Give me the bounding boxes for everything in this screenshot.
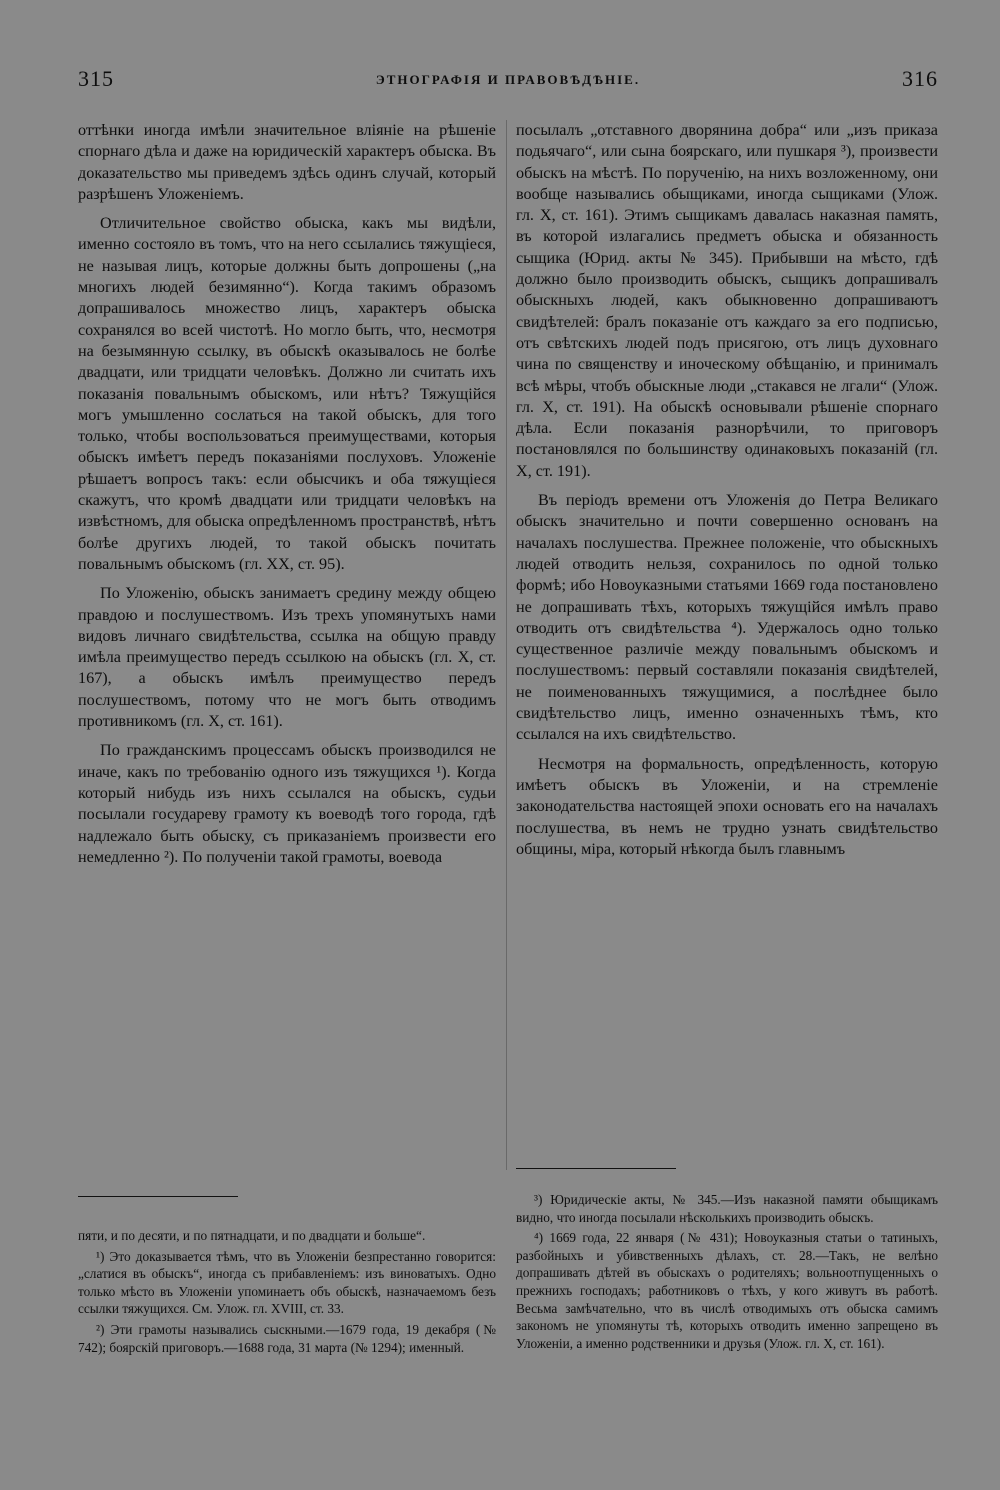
- page-number-left: 315: [78, 66, 114, 91]
- column-divider: [506, 120, 507, 1170]
- footnote: пяти, и по десяти, и по пятнадцати, и по двадцати и больше“.: [78, 1228, 426, 1243]
- page-header: [78, 66, 938, 98]
- paragraph: По Уложенію, обыскъ занимаетъ средину между общею правдою и послушествомъ. Изъ трехъ упомянутыхъ нами видовъ личнаго свидѣтельства, ссылка на общую правду имѣла преимущество передъ ссылкою на обыскъ (гл. X, ст. 167), а обыскъ имѣлъ преимущество передъ послушествомъ, потому что не могъ быть отводимъ противникомъ (гл. X, ст. 161).: [78, 584, 496, 731]
- footnote: ³) Юридическіе акты, № 345.—Изъ наказной памяти обыщикамъ видно, что иногда посылали нѣсколькихъ производить обыскъ.: [516, 1192, 938, 1225]
- page-number-right: 316: [902, 66, 938, 91]
- footnote: ⁴) 1669 года, 22 января (№ 431); Новоуказныя статьи о татиныхъ, разбойныхъ и убивственныхъ дѣлахъ, ст. 28.—Такъ, не велѣно допрашивать дѣтей въ обыскахъ о родителяхъ; вольноотпущенныхъ о прежнихъ господахъ; работниковъ о тѣхъ, у кого живутъ въ работѣ. Весьма замѣчательно, что въ числѣ отводимыхъ отъ обыска самимъ закономъ не упомянуты тѣ, которыхъ отводить именно запрещено въ Уложеніи, а именно родственники и друзья (Улож. гл. X, ст. 161).: [516, 1230, 938, 1351]
- footnote: ¹) Это доказывается тѣмъ, что въ Уложеніи безпрестанно говорится: „слатися въ обыскъ“, иногда съ прибавленіемъ: изъ виноватыхъ. Одно только мѣсто въ Уложеніи упоминаетъ объ обыскѣ, назначаемомъ безъ ссылки тяжущихся. См. Улож. гл. XVIII, ст. 33.: [78, 1248, 496, 1317]
- paragraph: посылалъ „отставного дворянина добра“ или „изъ приказа подьячаго“, или сына боярскаго, или пушкаря ³), произвести обыскъ на мѣстѣ. По порученію, на нихъ возложенному, они вообще назывались обыщиками, иногда сыщиками (Улож. гл. X, ст. 161). Этимъ сыщикамъ давалась наказная память, въ которой излагались предметъ обыска и обязанность сыщика (Юрид. акты № 345). Прибывши на мѣсто, гдѣ должно было производить обыскъ, сыщикъ допрашивалъ обыскныхъ людей, какъ обыкновенно допрашиваютъ свидѣтелей: бралъ показаніе отъ каждаго за его подписью, отъ свѣтскихъ людей подъ присягою, отъ лицъ духовнаго чина по священству и иноческому обѣщанію, и принималъ всѣ мѣры, чтобъ обыскные люди „стакався не лгали“ (Улож. гл. X, ст. 191). На обыскѣ основывали рѣшеніе спорнаго дѣла. Если показанія разнорѣчили, то приговоръ постановлялся по большинству одинаковыхъ показаній (гл. X, ст. 191).: [516, 121, 938, 480]
- footnotes-left: [78, 1196, 496, 1359]
- left-column: [78, 120, 496, 876]
- footnote-rule: [78, 1196, 238, 1197]
- footnote: ²) Эти грамоты назывались сыскными.—1679 года, 19 декабря (№ 742); боярскій приговоръ.—1688 года, 31 марта (№ 1294); именный.: [78, 1321, 496, 1355]
- right-column: [516, 120, 938, 868]
- footnotes-right: [516, 1168, 938, 1355]
- paragraph: Въ періодъ времени отъ Уложенія до Петра Великаго обыскъ значительно и почти совершенно основанъ на началахъ послушества. Прежнее положеніе, что обыскныхъ людей отводить нельзя, сохранилось по одной только формѣ; ибо Новоуказными статьями 1669 года постановлено не допрашивать тѣхъ, которыхъ тяжущійся имѣлъ право отводить отъ свидѣтельства ⁴). Удержалось одно только существенное различіе между повальнымъ обыскомъ и послушествомъ: первый составляли показанія свидѣтелей, не поименованныхъ тяжущимися, а послѣднее было свидѣтельство лицъ, именно означенныхъ тѣмъ, кто ссылался на ихъ свидѣтельство.: [516, 491, 938, 744]
- paragraph: По гражданскимъ процессамъ обыскъ производился не иначе, какъ по требованію одного изъ тяжущихся ¹). Когда который нибудь изъ нихъ ссылался на обыскъ, судьи посылали государеву грамоту къ воеводѣ того города, гдѣ надлежало быть обыску, съ приказаніемъ произвести его немедленно ²). По полученіи такой грамоты, воевода: [78, 741, 496, 866]
- paragraph: Отличительное свойство обыска, какъ мы видѣли, именно состояло въ томъ, что на него ссылались тяжущіеся, не называя лицъ, которые должны быть допрошены („на многихъ людей безимянно“). Когда такимъ образомъ допрашивалось множество лицъ, характеръ обыска сохранялся во всей чистотѣ. Но могло быть, что, несмотря на безымянную ссылку, въ обыскѣ оказывалось не болѣе двадцати, или тридцати человѣкъ. Должно ли считать ихъ показанія повальнымъ обыскомъ, или нѣтъ? Тяжущійся могъ умышленно сослаться на такой обыскъ, для того только, чтобы воспользоваться преимуществами, которыя обыскъ имѣетъ передъ показаніями послуховъ. Уложеніе рѣшаетъ вопросъ такъ: если обысчикъ и оба тяжущіеся скажутъ, что кромѣ двадцати или тридцати человѣкъ на извѣстномъ, для обыска опредѣленномъ пространствѣ, нѣтъ болѣе другихъ людей, то такой обыскъ почитать повальнымъ обыскомъ (гл. XX, ст. 95).: [78, 214, 496, 573]
- paragraph: оттѣнки иногда имѣли значительное вліяніе на рѣшеніе спорнаго дѣла и даже на юридическій характеръ обыска. Въ доказательство мы приведемъ здѣсь одинъ случай, который разрѣшенъ Уложеніемъ.: [78, 121, 496, 203]
- footnote-rule: [516, 1168, 676, 1169]
- running-title: ЭТНОГРАФІЯ И ПРАВОВѢДѢНІЕ.: [375, 72, 641, 87]
- paragraph: Несмотря на формальность, опредѣленность, которую имѣетъ обыскъ въ Уложеніи, и на стремленіе законодательства настоящей эпохи основать его на началахъ послушества, въ немъ не трудно узнать свидѣтельство общины, міра, который нѣкогда былъ главнымъ: [516, 754, 938, 858]
